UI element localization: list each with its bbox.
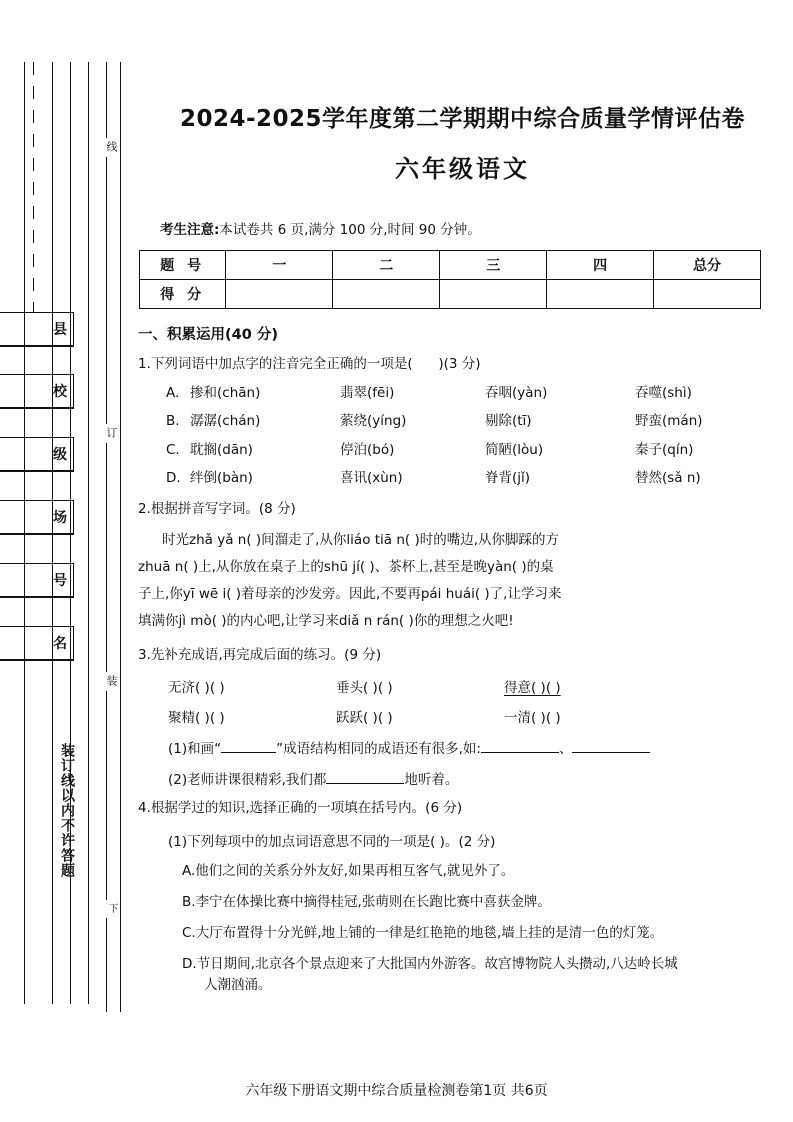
question-3-sub-2-b: 地听着。 — [404, 771, 459, 788]
question-3-sub-2-a: (2)老师讲课很精彩,我们都 — [168, 771, 327, 788]
idiom-blank-3[interactable]: 得意( )( ) — [504, 679, 561, 696]
idiom-blank-6[interactable]: 一清( )( ) — [504, 709, 561, 726]
score-table-value-row — [140, 280, 761, 309]
option-word-2: 翡翠(fēi) — [340, 384, 395, 401]
score-cell-1[interactable] — [226, 280, 333, 309]
choice-text: 大厅布置得十分光鲜,地上铺的一律是红艳艳的地毯,墙上挂的是清一色的灯笼。 — [195, 925, 664, 941]
option-word-4: 秦子(qín) — [635, 441, 694, 458]
score-table-col-2: 二 — [333, 251, 440, 280]
question-2-line-2: zhuā n( )上,从你放在桌子上的shū jí( )、茶杯上,甚至是晚yàn( )的桌 — [138, 559, 554, 576]
score-cell-3[interactable] — [440, 280, 547, 309]
score-table-row-label-score: 得 分 — [140, 280, 226, 309]
score-table — [139, 250, 761, 309]
option-word-3: 简陋(lòu) — [485, 441, 544, 458]
candidate-notice — [160, 218, 793, 238]
option-letter: B. — [166, 413, 180, 430]
score-table-row-label-number: 题 号 — [140, 251, 226, 280]
field-box-grade[interactable] — [0, 437, 74, 471]
choice-text-continued: 人潮汹涌。 — [204, 976, 272, 993]
field-label-county: 县 — [53, 322, 67, 338]
question-4-stem: 4.根据学过的知识,选择正确的一项填在括号内。(6 分) — [138, 799, 463, 816]
question-1-stem: 1.下列词语中加点字的注音完全正确的一项是( )(3 分) — [138, 356, 481, 372]
answer-blank[interactable] — [326, 783, 404, 784]
score-table-col-1: 一 — [226, 251, 333, 280]
field-box-county[interactable] — [0, 312, 74, 346]
question-2-line-4: 填满你jì mò( )的内心吧,让学习来diǎ n rán( )你的理想之火吧! — [138, 613, 514, 630]
option-letter: A. — [166, 384, 180, 401]
question-3-idiom-grid — [138, 676, 793, 726]
option-letter: C. — [166, 441, 180, 458]
choice-letter: A. — [182, 862, 196, 879]
option-word-1: 掺和(chān) — [190, 384, 261, 401]
score-table-col-4: 四 — [547, 251, 654, 280]
option-word-3: 脊背(jǐ) — [485, 470, 531, 487]
field-label-school: 校 — [53, 384, 67, 400]
idiom-blank-1[interactable]: 无济( )( ) — [168, 679, 225, 696]
score-cell-2[interactable] — [333, 280, 440, 309]
binding-mark-bottom: 下 — [106, 900, 116, 918]
question-3-sub-1-c: 、 — [558, 740, 573, 757]
question-3-sub-1-a: (1)和画“ — [168, 740, 222, 757]
main-content — [132, 0, 793, 1122]
question-4-choice-a[interactable] — [182, 861, 793, 881]
idiom-row-1 — [138, 676, 793, 696]
option-word-2: 萦绕(yíng) — [340, 413, 407, 430]
page-subtitle: 六年级语文 — [395, 155, 530, 183]
score-table-header-row — [140, 251, 761, 280]
choice-text: 李宁在体操比赛中摘得桂冠,张萌则在长跑比赛中喜获金牌。 — [195, 893, 551, 910]
field-label-room: 场 — [53, 510, 67, 526]
question-3 — [138, 646, 793, 666]
question-2 — [138, 500, 793, 520]
choice-letter: C. — [182, 925, 196, 941]
option-word-1: 绊倒(bàn) — [190, 470, 253, 487]
option-word-4: 野蛮(mán) — [635, 413, 703, 430]
option-word-3: 剔除(tī) — [485, 413, 532, 430]
binding-mark-ding: 订 — [106, 424, 117, 443]
question-2-body[interactable] — [138, 527, 793, 635]
score-table-col-3: 三 — [440, 251, 547, 280]
option-word-4: 吞噬(shì) — [635, 384, 692, 401]
option-word-3: 吞咽(yàn) — [485, 384, 548, 401]
option-word-2: 停泊(bó) — [340, 441, 395, 458]
question-4 — [138, 799, 793, 819]
field-label-name: 名 — [53, 636, 67, 652]
question-2-line-3: 子上,你yī wē i( )着母亲的沙发旁。因此,不要再pái huái( )了,让学习来 — [138, 586, 562, 603]
question-3-stem: 3.先补充成语,再完成后面的练习。(9 分) — [138, 647, 382, 664]
candidate-notice-text: 本试卷共 6 页,满分 100 分,时间 90 分钟。 — [219, 222, 481, 238]
field-label-number: 号 — [53, 573, 67, 589]
field-box-room[interactable] — [0, 500, 74, 534]
option-word-2: 喜讯(xùn) — [340, 470, 403, 487]
field-rule-number — [0, 597, 74, 598]
answer-blank[interactable] — [481, 752, 559, 753]
binding-mark-xian: 线 — [106, 138, 117, 157]
field-box-name[interactable] — [0, 626, 74, 660]
score-table-col-total: 总分 — [654, 251, 761, 280]
question-4-choice-d[interactable] — [182, 954, 793, 995]
answer-blank[interactable] — [221, 752, 276, 753]
page-title: 2024-2025学年度第二学期期中综合质量学情评估卷 — [179, 106, 746, 132]
field-box-number[interactable] — [0, 563, 74, 597]
question-1-option-b[interactable] — [138, 412, 793, 432]
option-word-1: 耽搁(dān) — [190, 441, 253, 458]
question-1-option-d[interactable] — [138, 469, 793, 489]
candidate-notice-label: 考生注意: — [160, 222, 220, 238]
question-2-line-1: 时光zhǎ yǎ n( )间溜走了,从你liáo tiā n( )时的嘴边,从你脚踩的方 — [162, 532, 560, 549]
question-4-sub-1[interactable]: (1)下列每项中的加点词语意思不同的一项是( )。(2 分) — [168, 833, 496, 850]
question-1-option-c[interactable] — [138, 441, 793, 461]
question-1-options — [138, 384, 793, 489]
option-word-4: 替然(sǎ n) — [635, 470, 701, 487]
score-cell-total[interactable] — [654, 280, 761, 309]
choice-text: 他们之间的关系分外友好,如果再相互客气,就见外了。 — [195, 862, 515, 879]
question-1-option-a[interactable] — [138, 384, 793, 404]
field-rule-school — [0, 408, 74, 409]
field-rule-room — [0, 534, 74, 535]
field-rule-grade — [0, 471, 74, 472]
option-letter: D. — [166, 470, 181, 487]
question-2-stem: 2.根据拼音写字词。(8 分) — [138, 500, 296, 517]
choice-text: 节日期间,北京各个景点迎来了大批国内外游客。故宫博物院人头攒动,八达岭长城 — [196, 956, 678, 973]
idiom-row-2 — [138, 706, 793, 726]
question-3-sub-1[interactable] — [168, 737, 793, 757]
field-box-school[interactable] — [0, 374, 74, 408]
question-3-sub-1-b: ”成语结构相同的成语还有很多,如: — [276, 740, 481, 757]
binding-margin — [0, 0, 132, 1122]
question-4-choice-b[interactable] — [182, 892, 793, 912]
binding-dashed-rule — [33, 62, 34, 312]
answer-blank[interactable] — [572, 752, 650, 753]
section-heading: 一、积累运用(40 分) — [138, 327, 278, 343]
field-label-grade: 级 — [53, 447, 67, 463]
binding-rule-4 — [88, 62, 89, 1004]
idiom-blank-5[interactable]: 跃跃( )( ) — [336, 709, 393, 726]
question-1 — [138, 355, 793, 489]
binding-mark-zhuang: 装 — [106, 672, 117, 691]
choice-letter: B. — [182, 893, 196, 910]
question-3-sub-2[interactable] — [168, 768, 793, 788]
choice-letter: D. — [182, 956, 197, 973]
binding-rule-5 — [106, 62, 107, 1012]
idiom-blank-2[interactable]: 垂头( )( ) — [336, 679, 393, 696]
binding-warning-text: 装订线以内不许答题 — [59, 742, 75, 878]
score-cell-4[interactable] — [547, 280, 654, 309]
question-4-choice-c[interactable] — [182, 923, 793, 943]
page-footer: 六年级下册语文期中综合质量检测卷第1页 共6页 — [245, 1083, 548, 1099]
field-rule-county — [0, 346, 74, 347]
binding-rule-6 — [120, 62, 121, 1012]
option-word-1: 潺潺(chán) — [190, 413, 261, 430]
idiom-blank-4[interactable]: 聚精( )( ) — [168, 709, 225, 726]
